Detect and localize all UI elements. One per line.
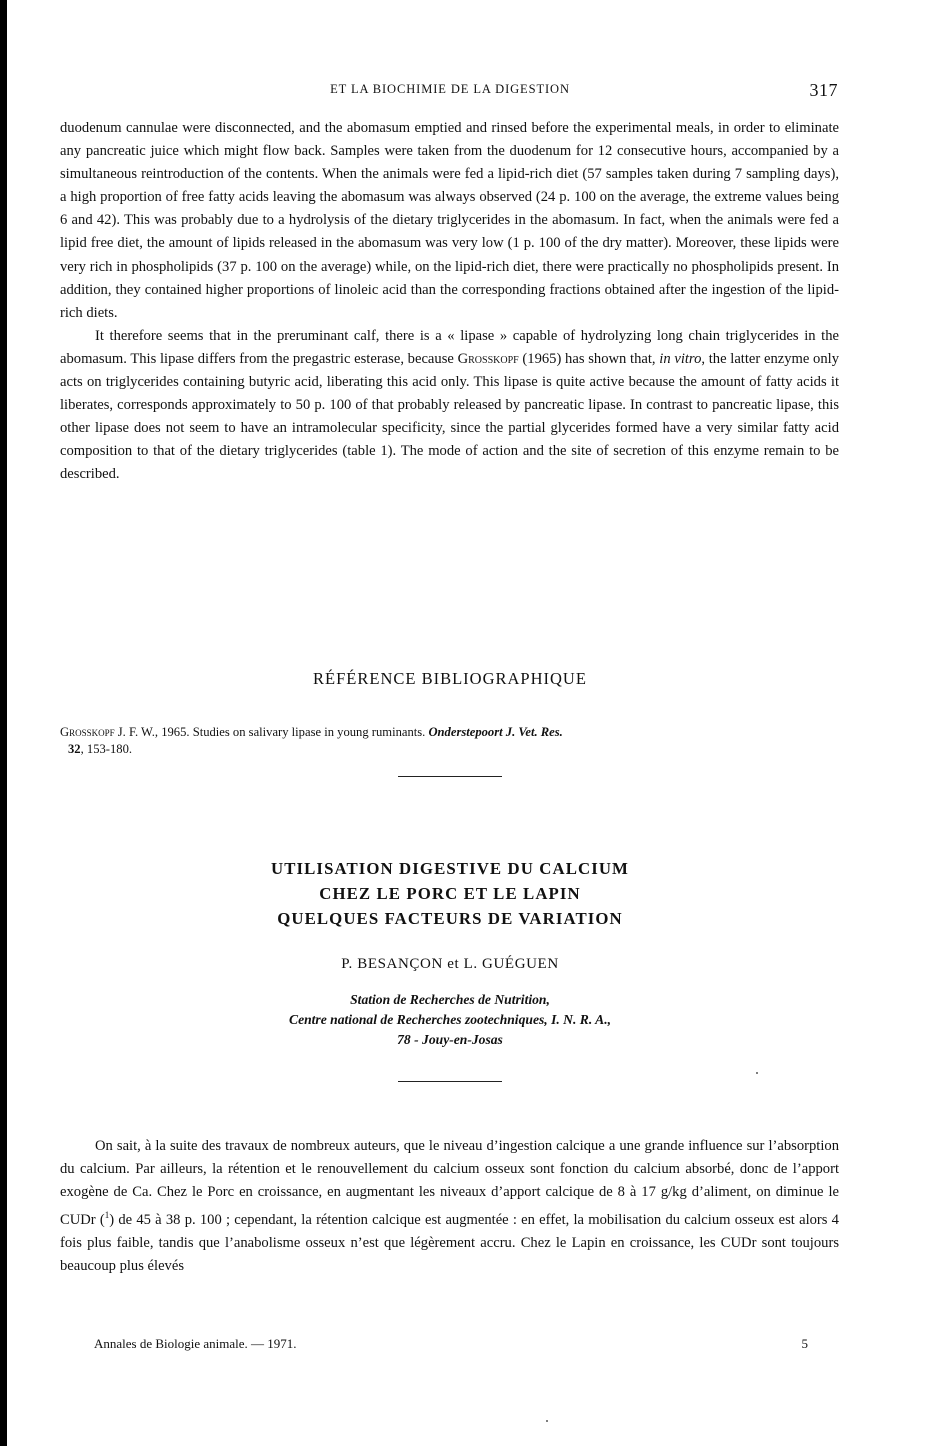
running-title: ET LA BIOCHIMIE DE LA DIGESTION — [330, 82, 570, 96]
italic-term: in vitro — [659, 350, 702, 367]
continued-article-text — [60, 117, 839, 487]
reference-entry — [60, 724, 839, 758]
reference-text: J. F. W., 1965. Studies on salivary lipase in young ruminants. — [114, 725, 429, 739]
reference-pages: , 153-180. — [80, 742, 133, 756]
page-footer — [60, 1336, 840, 1356]
text-run: (1965) has shown that, — [518, 350, 660, 367]
text-run: It therefore seems that in the preruminant calf, there is a « lipase » capable of hydrolyzing long chain triglycerides in the abomasum. This lipase differs from the pregastric esterase, because — [60, 327, 839, 367]
article-authors: P. BESANÇON et L. GUÉGUEN — [341, 956, 559, 972]
separator-rule — [398, 776, 502, 777]
running-head — [60, 80, 840, 102]
separator-rule — [398, 1081, 502, 1082]
scan-edge-bar — [0, 0, 7, 1446]
title-line: QUELQUES FACTEURS DE VARIATION — [277, 909, 623, 928]
text-run: On sait, à la suite des travaux de nombreux auteurs, que le niveau d’ingestion calcique a une grande influence sur l’absorption du calcium. Par ailleurs, la rétention et le renouvellement du calcium osseux sont fonction du calcium absorbé, donc de l’apport exogène de Ca. Chez le Porc en croissance, en augmentant les niveaux d’apport calcique de 8 à 17 g/kg d’aliment, on diminue le CUDr ( — [60, 1138, 839, 1229]
article-title — [60, 856, 840, 931]
scan-speck — [546, 1420, 548, 1422]
reference-volume: 32 — [68, 742, 81, 756]
references-heading: RÉFÉRENCE BIBLIOGRAPHIQUE — [313, 669, 587, 688]
affiliation-line: Station de Recherches de Nutrition, — [350, 992, 550, 1007]
paragraph: duodenum cannulae were disconnected, and the abomasum emptied and rinsed before the experimental meals, in order to eliminate any pancreatic juice which might flow back. Samples were taken from the duodenum for 12 consecutive hours, accompanied by a simultaneous reintroduction of the contents. When the animals were fed a lipid-rich diet (57 samples taken during 7 sampling days), a high proportion of free fatty acids leaving the abomasum was always observed (24 p. 100 on the average, the extreme values being 6 and 42). This was probably due to a hydrolysis of the dietary triglycerides in the abomasum. In fact, when the animals were fed a lipid free diet, the amount of lipids released in the abomasum was very low (1 p. 100 of the dry matter). Moreover, these lipids were very rich in phospholipids (37 p. 100 on the average) while, on the lipid-rich diet, there were practically no phospholipids present. In addition, they contained higher proportions of linoleic acid than the corresponding fractions obtained after the ingestion of the lipid-rich diets. — [60, 120, 839, 321]
page-number: 317 — [809, 80, 838, 100]
title-line: UTILISATION DIGESTIVE DU CALCIUM — [271, 859, 629, 878]
footer-sheet-number: 5 — [801, 1336, 808, 1351]
article-abstract — [60, 1135, 839, 1278]
paragraph — [60, 325, 839, 487]
affiliation-line: 78 - Jouy-en-Josas — [397, 1032, 503, 1047]
reference-journal: Onderstepoort J. Vet. Res. — [428, 725, 563, 739]
author-name: Grosskopf — [457, 350, 519, 367]
text-run: , the latter enzyme only acts on triglycerides containing butyric acid, liberating this acid only. This lipase is quite active because the amount of fatty acids it liberates, corresponds approximately to 50 p. 100 of that probably released by pancreatic lipase. In contrast to pancreatic lipase, this other lipase does not seem to have an intramolecular specificity, since the partial glycerides formed have a very similar fatty acid composition to that of the dietary triglycerides (table 1). The mode of action and the site of secretion of this enzyme remain to be described. — [60, 350, 840, 483]
title-line: CHEZ LE PORC ET LE LAPIN — [319, 884, 581, 903]
scan-speck — [756, 1072, 758, 1074]
reference-author: Grosskopf — [60, 725, 115, 739]
footnote-marker: 1 — [104, 1210, 110, 1221]
text-run: ) de 45 à 38 p. 100 ; cependant, la rétention calcique est augmentée : en effet, la mobilisation du calcium osseux est alors 4 fois plus faible, tandis que l’anabolisme osseux n’est que légèrement accru. Chez le Lapin en croissance, les CUDr sont toujours beaucoup plus élevés — [60, 1212, 839, 1275]
article-affiliation — [60, 990, 840, 1050]
paragraph — [60, 1135, 839, 1278]
affiliation-line: Centre national de Recherches zootechniques, I. N. R. A., — [289, 1012, 611, 1027]
footer-journal: Annales de Biologie animale. — 1971. — [94, 1336, 297, 1351]
